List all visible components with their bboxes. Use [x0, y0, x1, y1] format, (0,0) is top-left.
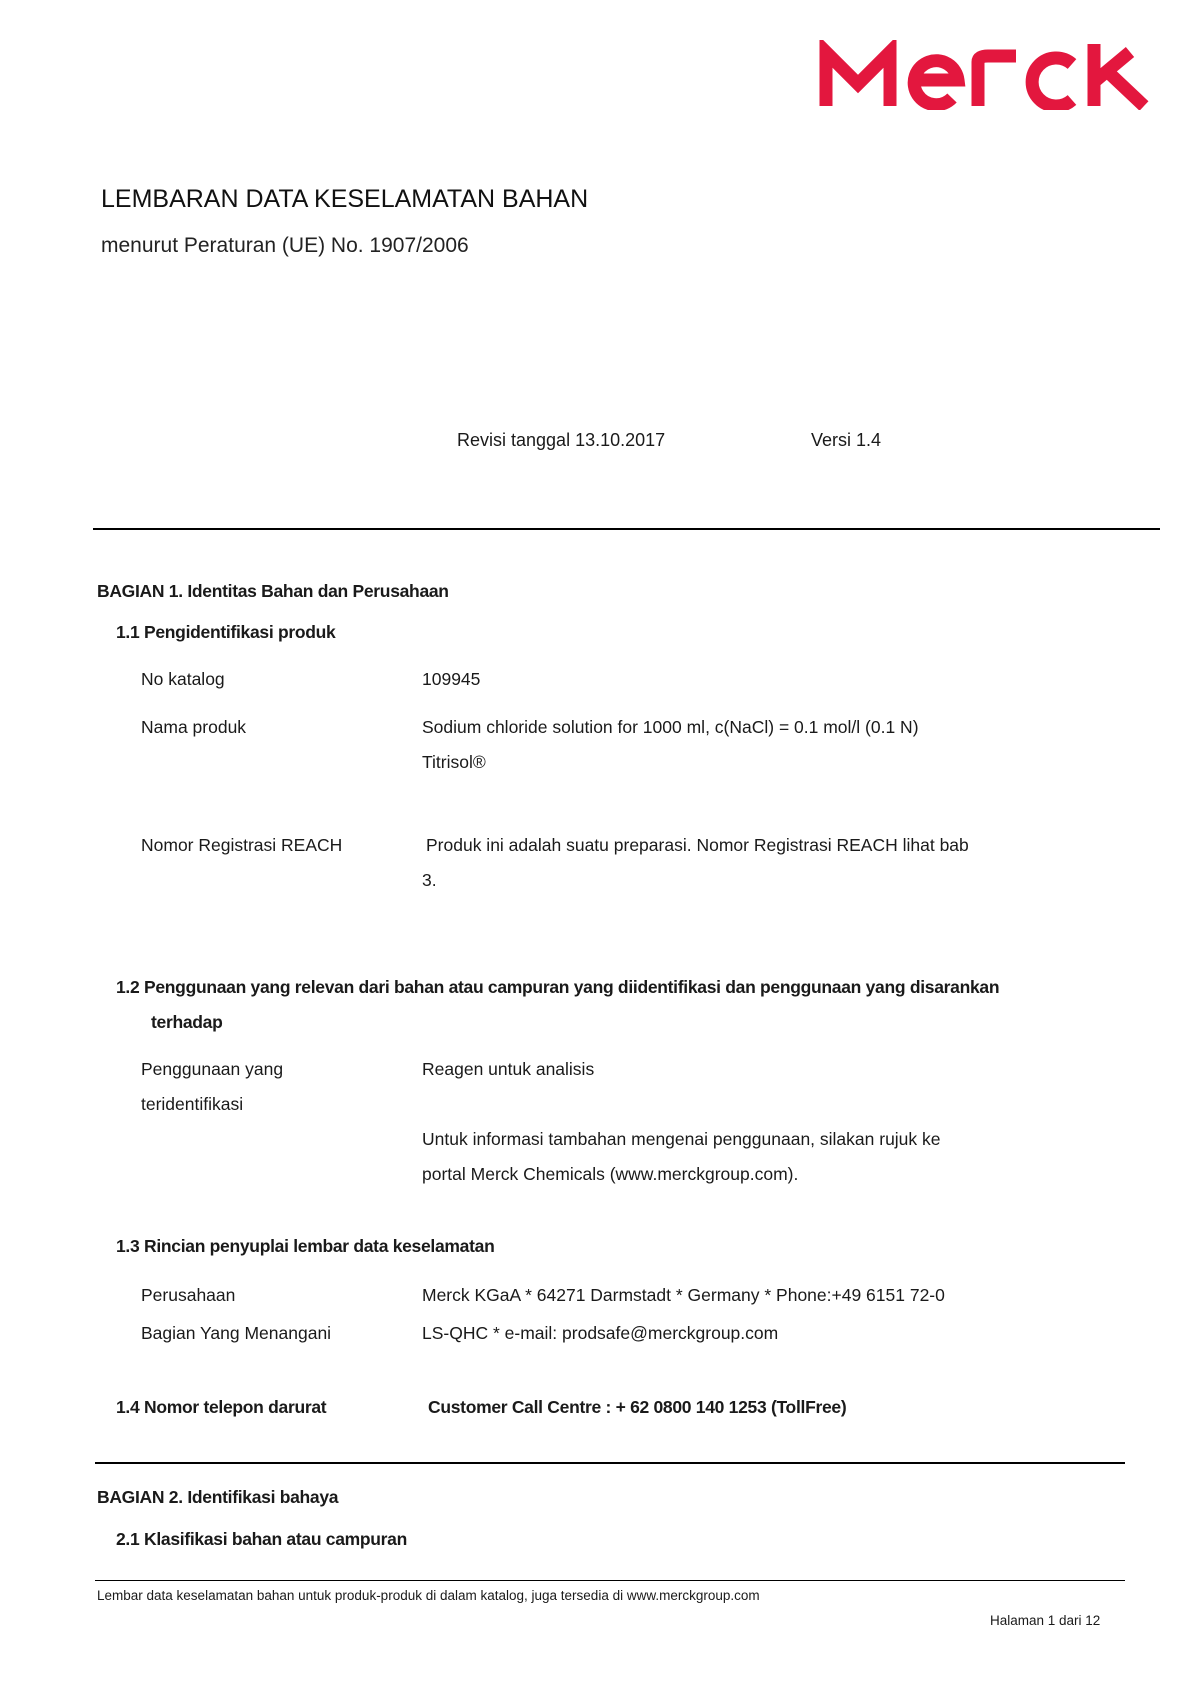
subsection-1-1-heading: 1.1 Pengidentifikasi produk	[116, 622, 336, 642]
section-1-heading: BAGIAN 1. Identitas Bahan dan Perusahaan	[97, 581, 449, 601]
document-subtitle: menurut Peraturan (UE) No. 1907/2006	[101, 234, 469, 257]
product-label: Nama produk	[141, 717, 247, 737]
product-value-line1: Sodium chloride solution for 1000 ml, c(NaCl) = 0.1 mol/l (0.1 N)	[422, 717, 919, 737]
subsection-1-2-heading-line1: 1.2 Penggunaan yang relevan dari bahan atau campuran yang diidentifikasi dan penggunaan yang disarankan	[116, 977, 1000, 997]
subsection-1-3-heading: 1.3 Rincian penyuplai lembar data keselamatan	[116, 1236, 495, 1256]
department-value: LS-QHC * e-mail: prodsafe@merckgroup.com	[422, 1323, 779, 1343]
section-divider	[95, 1462, 1125, 1464]
company-label: Perusahaan	[141, 1285, 236, 1305]
identified-use-label-line2: teridentifikasi	[141, 1094, 244, 1114]
merck-logo	[818, 40, 1158, 110]
revision-date: Revisi tanggal 13.10.2017	[457, 430, 666, 450]
reach-label: Nomor Registrasi REACH	[141, 835, 343, 855]
subsection-2-1-heading: 2.1 Klasifikasi bahan atau campuran	[116, 1529, 408, 1549]
use-info-line2: portal Merck Chemicals (www.merckgroup.com).	[422, 1164, 799, 1184]
company-value: Merck KGaA * 64271 Darmstadt * Germany * Phone:+49 6151 72-0	[422, 1285, 945, 1305]
document-title: LEMBARAN DATA KESELAMATAN BAHAN	[101, 185, 589, 213]
reach-value-line1: Produk ini adalah suatu preparasi. Nomor Registrasi REACH lihat bab	[426, 835, 969, 855]
subsection-1-4-heading: 1.4 Nomor telepon darurat	[116, 1397, 327, 1417]
catalog-value: 109945	[422, 669, 481, 689]
emergency-phone-value: Customer Call Centre : + 62 0800 140 1253 (TollFree)	[428, 1397, 847, 1417]
identified-use-label-line1: Penggunaan yang	[141, 1059, 284, 1079]
product-value-line2: Titrisol®	[422, 752, 486, 772]
merck-logo-graphic	[818, 40, 1158, 110]
footer-divider	[95, 1580, 1125, 1581]
department-label: Bagian Yang Menangani	[141, 1323, 332, 1343]
section-2-heading: BAGIAN 2. Identifikasi bahaya	[97, 1487, 339, 1507]
use-info-line1: Untuk informasi tambahan mengenai penggunaan, silakan rujuk ke	[422, 1129, 941, 1149]
page-number: Halaman 1 dari 12	[990, 1613, 1101, 1628]
subsection-1-2-heading-line2: terhadap	[151, 1012, 223, 1032]
header-divider	[93, 528, 1160, 530]
identified-use-value: Reagen untuk analisis	[422, 1059, 595, 1079]
reach-value-line2: 3.	[422, 870, 437, 890]
footer-note: Lembar data keselamatan bahan untuk produk-produk di dalam katalog, juga tersedia di www.merckgroup.com	[97, 1588, 760, 1603]
version: Versi 1.4	[811, 430, 882, 450]
catalog-label: No katalog	[141, 669, 225, 689]
